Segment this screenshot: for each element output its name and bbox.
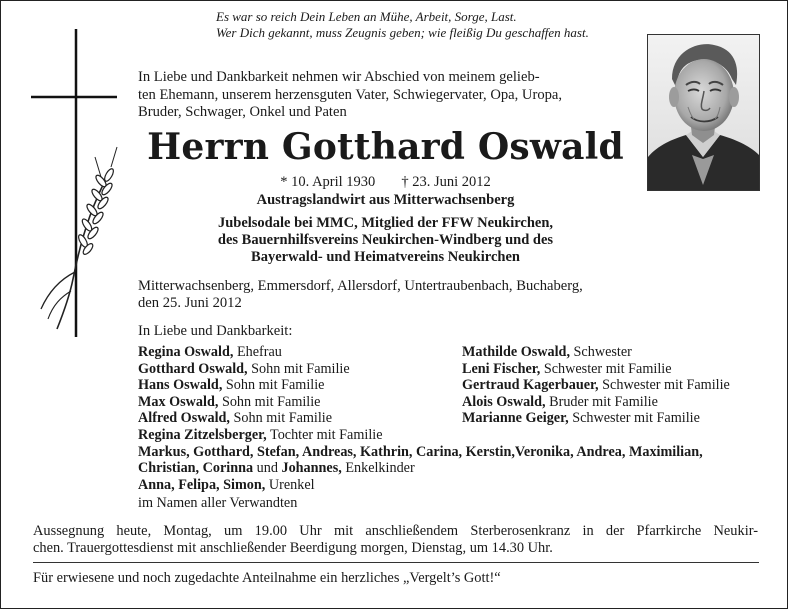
mourner-entry — [138, 377, 350, 394]
mourner-relation: Tochter mit Familie — [270, 427, 383, 443]
mourner-name: Gotthard Oswald, — [138, 360, 248, 377]
mourner-name: Leni Fischer, — [462, 360, 541, 377]
intro-line: Bruder, Schwager, Onkel und Paten — [138, 104, 347, 120]
mourner-relation: Sohn mit Familie — [225, 377, 325, 393]
divider — [33, 562, 759, 563]
mourner-entry — [462, 344, 730, 361]
funeral-line: Aussegnung heute, Montag, um 19.00 Uhr mit anschließendem Sterberosenkranz in der Pfarrkirche Neukir- — [33, 523, 758, 539]
mourner-entry — [462, 361, 730, 378]
grandchildren-names: Johannes, — [281, 460, 342, 477]
mourner-relation: Schwester mit Familie — [572, 410, 700, 426]
grandchildren-line — [138, 460, 758, 477]
mourner-name: Regina Zitzelsberger, — [138, 427, 267, 443]
intro-text — [138, 69, 633, 122]
thanks-line: Für erwiesene und noch zugedachte Anteilnahme ein herzliches „Vergelt’s Gott!“ — [33, 570, 501, 586]
mourner-entry — [138, 344, 350, 361]
mourner-relation: Sohn mit Familie — [251, 360, 350, 377]
mourner-relation: Schwester mit Familie — [543, 360, 672, 377]
mourner-entry — [138, 427, 758, 444]
mourner-entry — [462, 377, 730, 394]
mourner-relation: Bruder mit Familie — [549, 393, 658, 410]
mourner-relation: Schwester mit Familie — [602, 377, 730, 393]
mourner-relation: Urenkel — [268, 476, 315, 493]
mourner-name: Max Oswald, — [138, 393, 219, 410]
place-date — [138, 278, 658, 312]
mourner-name: Marianne Geiger, — [462, 410, 569, 426]
conjunction: und — [256, 460, 278, 477]
mourner-relation: Sohn mit Familie — [233, 410, 333, 426]
memberships — [138, 215, 633, 266]
mourner-name: Mathilde Oswald, — [462, 344, 570, 360]
mourner-relation: Enkelkinder — [345, 460, 415, 477]
birth-date: * 10. April 1930 — [280, 174, 376, 190]
motto-line: Es war so reich Dein Leben an Mühe, Arbeit, Sorge, Last. — [216, 9, 517, 24]
intro-line: ten Ehemann, unserem herzensguten Vater, Schwiegervater, Opa, Uropa, — [138, 86, 563, 103]
occupation: Austragslandwirt aus Mitterwachsenberg — [256, 192, 515, 208]
membership-line: Jubelsodale bei MMC, Mitglied der FFW Neukirchen, — [217, 215, 554, 231]
deceased-name: Herrn Gotthard Oswald — [147, 126, 624, 168]
great-grandchildren-line — [138, 477, 758, 494]
death-date: † 23. Juni 2012 — [401, 174, 491, 190]
relatives-line: im Namen aller Verwandten — [138, 495, 298, 512]
motto-verse — [216, 9, 646, 41]
mourners-right-column — [462, 344, 730, 427]
membership-line: Bayerwald- und Heimatvereins Neukirchen — [251, 249, 520, 265]
mourners-left-column — [138, 344, 350, 427]
mourner-relation: Sohn mit Familie — [221, 393, 321, 410]
mourner-entry — [138, 361, 350, 378]
mourner-name: Hans Oswald, — [138, 377, 223, 393]
mourner-name: Regina Oswald, — [138, 344, 234, 360]
intro-line: In Liebe und Dankbarkeit nehmen wir Abschied von meinem gelieb- — [138, 69, 540, 85]
mourner-name: Alfred Oswald, — [138, 410, 230, 426]
life-dates — [138, 174, 633, 191]
grandchildren-line: Markus, Gotthard, Stefan, Andreas, Kathrin, Carina, Kerstin,Veronika, Andrea, Maximilian, — [138, 443, 703, 460]
mourner-entry — [138, 410, 350, 427]
mourners-extended — [138, 427, 758, 512]
funeral-line: chen. Trauergottesdienst mit anschließender Beerdigung morgen, Dienstag, um 14.30 Uhr. — [33, 540, 553, 556]
mourner-relation: Schwester — [573, 344, 632, 360]
mourner-name: Gertraud Kagerbauer, — [462, 377, 599, 393]
mourner-entry — [138, 394, 350, 411]
mourner-name: Alois Oswald, — [462, 393, 546, 410]
places-line: Mitterwachsenberg, Emmersdorf, Allersdorf, Untertraubenbach, Buchaberg, — [138, 278, 583, 294]
portrait-image — [648, 35, 759, 190]
mourner-entry — [462, 394, 730, 411]
mourner-relation: Ehefrau — [236, 344, 282, 360]
grandchildren-names: Christian, Corinna — [138, 460, 254, 477]
funeral-info — [33, 523, 758, 557]
motto-line: Wer Dich gekannt, muss Zeugnis geben; wie fleißig Du geschaffen hast. — [216, 25, 589, 40]
portrait-photo — [647, 34, 760, 191]
mourner-entry — [462, 410, 730, 427]
date-line: den 25. Juni 2012 — [138, 295, 242, 311]
great-grandchildren-names: Anna, Felipa, Simon, — [138, 476, 266, 493]
cross-with-wheat-icon — [31, 29, 121, 341]
mourners-title: In Liebe und Dankbarkeit: — [138, 323, 293, 339]
membership-line: des Bauernhilfsvereins Neukirchen-Windberg und des — [217, 232, 554, 248]
